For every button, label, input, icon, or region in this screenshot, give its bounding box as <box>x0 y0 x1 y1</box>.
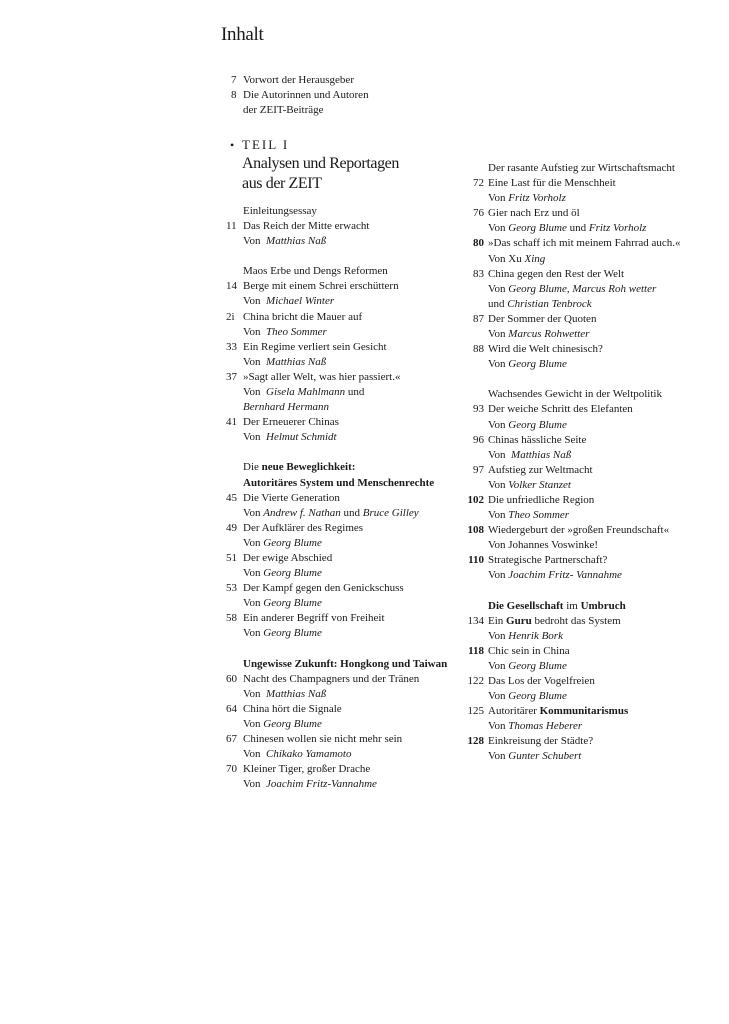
toc-entry[interactable] <box>463 312 703 327</box>
page-number: 122 <box>467 675 484 687</box>
author-name: Georg Blume <box>263 717 322 730</box>
toc-entry[interactable] <box>463 523 703 538</box>
page-number: 58 <box>226 612 237 625</box>
entry-author-line: Von Helmut Schmidt <box>243 431 337 444</box>
entry-author-line: Von Chikako Yamamoto <box>243 748 352 761</box>
page-number: 110 <box>468 554 484 567</box>
page-number: 76 <box>473 207 484 220</box>
toc-entry[interactable] <box>226 279 456 294</box>
entry-author-line: Von Georg Blume und Fritz Vorholz <box>488 222 647 235</box>
entry-title: Berge mit einem Schrei erschüttern <box>243 280 399 293</box>
entry-author-line: Von Georg Blume <box>488 690 567 703</box>
toc-entry[interactable] <box>226 415 456 430</box>
entry-author-line <box>226 400 456 415</box>
page-number: 7 <box>231 74 237 86</box>
entry-title: Die Vierte Generation <box>243 491 340 504</box>
entry-title: Ein Regime verliert sein Gesicht <box>243 340 387 353</box>
entry-title: Der ewige Abschied <box>243 551 333 564</box>
entry-title: Der Aufklärer des Regimes <box>243 521 364 534</box>
toc-entry[interactable] <box>226 370 456 385</box>
page-number: 14 <box>226 280 237 293</box>
page-number: 102 <box>467 493 484 506</box>
entry-author-line: Von Johannes Voswinke! <box>488 539 599 552</box>
entry-author-line: Von Georg Blume <box>488 358 567 371</box>
page-number: 88 <box>473 343 484 356</box>
page-number: 60 <box>226 672 237 685</box>
entry-title: Gier nach Erz und öl <box>488 207 580 220</box>
toc-entry[interactable] <box>226 672 456 687</box>
page-number: 33 <box>226 340 237 353</box>
toc-entry[interactable] <box>226 702 456 717</box>
entry-author-line: Von Theo Sommer <box>243 325 327 338</box>
page-number: 96 <box>473 433 484 446</box>
entry-title: Wird die Welt chinesisch? <box>488 343 603 356</box>
entry-title: Vorwort der Herausgeber <box>243 74 354 86</box>
section-heading: Der rasante Aufstieg zur Wirtschaftsmacht <box>488 162 675 174</box>
toc-entry[interactable] <box>463 734 703 749</box>
entry-author-line: Von Theo Sommer <box>488 509 570 522</box>
entry-title: Aufstieg zur Weltmacht <box>488 463 593 476</box>
author-name: Georg Blume <box>508 690 567 703</box>
toc-entry[interactable] <box>463 674 703 689</box>
entry-title: Chinas hässliche Seite <box>488 433 587 446</box>
page-number: 67 <box>226 733 237 745</box>
toc-entry[interactable] <box>226 581 456 596</box>
toc-entry[interactable] <box>463 553 703 568</box>
toc-entry-continuation <box>231 103 369 118</box>
author-name: Georg Blume <box>508 358 567 371</box>
toc-entry[interactable] <box>463 236 703 251</box>
entry-author-line: Von Gunter Schubert <box>488 750 582 763</box>
entry-author-line: Von Gisela Mahlmann und <box>243 386 365 399</box>
entry-title: Die unfriedliche Region <box>488 493 595 506</box>
entry-title: Wiedergeburt der »großen Freundschaft« <box>488 524 670 537</box>
entry-author-line: Von Matthias Naß <box>243 235 327 248</box>
entry-title: Der weiche Schritt des Elefanten <box>488 403 633 416</box>
entry-title: Ein anderer Begriff von Freiheit <box>243 612 385 625</box>
toc-entry[interactable] <box>463 493 703 508</box>
toc-entry[interactable] <box>463 644 703 659</box>
page-number: 128 <box>467 735 484 748</box>
page-number: 118 <box>468 644 484 657</box>
entry-author-line: Von Georg Blume <box>243 597 322 610</box>
entry-author-line: Von Xu Xing <box>488 252 546 265</box>
page-number: 87 <box>473 312 484 325</box>
entry-title: Das Los der Vogelfreien <box>488 675 595 687</box>
toc-entry[interactable] <box>463 267 703 282</box>
author-name: Andrew f. Nathan <box>263 506 341 519</box>
entry-author-line: Von Andrew f. Nathan und Bruce Gilley <box>243 506 419 519</box>
entry-title: Der Kampf gegen den Genickschuss <box>243 582 404 595</box>
entry-title: Einkreisung der Städte? <box>488 735 594 748</box>
entry-author-line: und Christian Tenbrock <box>488 297 592 310</box>
entry-title: Eine Last für die Menschheit <box>488 177 616 190</box>
part-label: TEIL I <box>242 137 290 152</box>
page-number: 53 <box>226 582 237 595</box>
author-name: Georg Blume <box>263 567 322 580</box>
author-name: Gunter Schubert <box>508 750 582 763</box>
author-name: Bruce Gilley <box>362 506 419 519</box>
toc-entry[interactable] <box>226 340 456 355</box>
toc-entry[interactable] <box>463 402 703 417</box>
entry-author-line: Von Henrik Bork <box>488 629 563 642</box>
page-number: 64 <box>226 702 237 715</box>
author-name: Michael Winter <box>266 295 335 308</box>
page-number: 80 <box>473 237 484 250</box>
entry-author-line: Von Thomas Heberer <box>488 720 583 733</box>
author-name: Georg Blume <box>263 627 322 640</box>
author-name: Helmut Schmidt <box>266 431 337 444</box>
author-name: Matthias Naß <box>511 448 572 461</box>
author-name: Thomas Heberer <box>508 720 583 733</box>
entry-author-line: Von Matthias Naß <box>243 355 327 368</box>
entry-title: Kleiner Tiger, großer Drache <box>243 763 371 776</box>
toc-entry[interactable] <box>226 762 456 777</box>
author-name: Georg Blume <box>508 659 567 672</box>
entry-author-line: Von Georg Blume <box>488 659 567 672</box>
author-name: Xing <box>524 252 546 265</box>
bullet-icon: • <box>230 138 237 152</box>
entry-title: Ein Guru bedroht das System <box>488 614 621 627</box>
toc-entry[interactable] <box>463 433 703 448</box>
entry-title: Strategische Partnerschaft? <box>488 554 608 567</box>
page-number: 8 <box>231 89 237 101</box>
entry-title: »Sagt aller Welt, was hier passiert.« <box>243 370 401 383</box>
entry-author-line: Von Marcus Rohwetter <box>488 328 590 341</box>
page-number: 97 <box>473 463 484 476</box>
entry-title: Chinesen wollen sie nicht mehr sein <box>243 733 403 745</box>
toc-entry[interactable] <box>231 73 369 88</box>
author-name: Fritz Vorholz <box>508 192 566 205</box>
toc-entry[interactable] <box>463 176 703 191</box>
part-heading <box>230 136 399 194</box>
entry-author-line: Von Joachim Fritz-Vannahme <box>243 778 377 791</box>
page-number: 51 <box>226 551 237 564</box>
toc-entry[interactable] <box>463 342 703 357</box>
entry-author-line: Von Georg Blume <box>243 717 322 730</box>
toc-entry[interactable] <box>463 206 703 221</box>
section-heading: Autoritäres System und Menschenrechte <box>243 476 435 489</box>
front-matter <box>231 73 369 118</box>
page-number: 83 <box>473 267 484 280</box>
page-number: 108 <box>467 524 484 537</box>
toc-entry[interactable] <box>226 732 456 747</box>
toc-entry[interactable] <box>226 521 456 536</box>
entry-author-line: Von Georg Blume <box>243 536 322 549</box>
entry-title: »Das schaff ich mit meinem Fahrrad auch.« <box>488 237 681 250</box>
page-number: 70 <box>226 763 237 776</box>
page-number: 45 <box>226 491 237 504</box>
page-number: 41 <box>226 416 237 429</box>
entry-title: China hört die Signale <box>243 702 342 715</box>
author-name: Theo Sommer <box>266 325 327 338</box>
author-name: Bernhard Hermann <box>243 401 330 414</box>
entry-title: China bricht die Mauer auf <box>243 310 363 323</box>
page-number: 134 <box>467 614 484 627</box>
author-name: Georg Blume <box>263 536 322 549</box>
page-number: 2i <box>226 310 235 323</box>
page-number: 93 <box>473 403 484 416</box>
section-heading: Ungewisse Zukunft: Hongkong und Taiwan <box>243 657 448 670</box>
entry-title: Die Autorinnen und Autoren <box>243 89 369 101</box>
author-name: Matthias Naß <box>266 355 327 368</box>
entry-author-line: Von Georg Blume <box>488 418 567 431</box>
toc-entry[interactable] <box>463 614 703 629</box>
part-title-line: Analysen und Reportagen <box>242 155 399 172</box>
author-name: Joachim Fritz-Vannahme <box>266 778 377 791</box>
author-name: Georg Blume <box>508 222 567 235</box>
entry-author-line: Von Volker Stanzet <box>488 478 571 491</box>
author-name: Marcus Rohwetter <box>508 328 590 341</box>
author-name: Matthias Naß <box>266 235 327 248</box>
author-name: Gisela Mahlmann <box>266 386 346 399</box>
section-heading: Maos Erbe und Dengs Reformen <box>243 265 388 278</box>
entry-author-line: Von Georg Blume, Marcus Roh wetter <box>488 282 657 295</box>
entry-title: Der Sommer der Quoten <box>488 312 597 325</box>
entry-title: Autoritärer Kommunitarismus <box>488 705 629 718</box>
entry-title: der ZEIT-Beiträge <box>243 104 324 116</box>
part-title-line: aus der ZEIT <box>242 175 322 192</box>
toc-right-column <box>463 161 703 765</box>
entry-title: Der Erneuerer Chinas <box>243 416 339 429</box>
entry-author-line: Von Michael Winter <box>243 295 335 308</box>
entry-title: Nacht des Champagners und der Tränen <box>243 672 420 685</box>
page-number: 125 <box>467 705 484 718</box>
entry-author-line: Von Joachim Fritz- Vannahme <box>488 569 622 582</box>
page-number: 72 <box>473 177 484 190</box>
author-name: Joachim Fritz- Vannahme <box>508 569 622 582</box>
page-number: 49 <box>226 521 237 534</box>
page-number: 11 <box>226 220 237 233</box>
page-title: Inhalt <box>221 24 264 45</box>
toc-entry[interactable] <box>226 551 456 566</box>
toc-entry[interactable] <box>463 704 703 719</box>
toc-entry[interactable] <box>231 88 369 103</box>
toc-entry[interactable] <box>226 611 456 626</box>
author-name: Georg Blume <box>508 418 567 431</box>
entry-title: China gegen den Rest der Welt <box>488 267 625 280</box>
entry-title: Das Reich der Mitte erwacht <box>243 220 370 233</box>
author-name: Theo Sommer <box>508 509 570 522</box>
toc-entry[interactable] <box>463 463 703 478</box>
author-name: Georg Blume, Marcus Roh wetter <box>508 282 657 295</box>
entry-author-line: Von Matthias Naß <box>243 687 327 700</box>
toc-entry[interactable] <box>226 219 456 234</box>
section-heading: Die Gesellschaft im Umbruch <box>488 599 626 612</box>
toc-entry[interactable] <box>226 491 456 506</box>
toc-entry[interactable] <box>226 310 456 325</box>
author-name: Chikako Yamamoto <box>266 748 352 761</box>
author-name: Georg Blume <box>263 597 322 610</box>
author-name: Matthias Naß <box>266 687 327 700</box>
author-name: Henrik Bork <box>508 629 563 642</box>
entry-author-line: Von Georg Blume <box>243 567 322 580</box>
author-name: Christian Tenbrock <box>507 297 592 310</box>
section-heading: Einleitungsessay <box>243 205 317 217</box>
author-name: Volker Stanzet <box>508 478 571 491</box>
section-heading: Die neue Beweglichkeit: <box>243 461 356 474</box>
section-heading: Wachsendes Gewicht in der Weltpolitik <box>488 388 662 401</box>
entry-author-line: Von Georg Blume <box>243 627 322 640</box>
page-number: 37 <box>226 370 237 383</box>
toc-left-column <box>226 204 456 792</box>
entry-author-line: Von Matthias Naß <box>488 448 572 461</box>
author-name: Fritz Vorholz <box>588 222 647 235</box>
entry-author-line: Von Fritz Vorholz <box>488 192 566 205</box>
entry-title: Chic sein in China <box>488 644 570 657</box>
